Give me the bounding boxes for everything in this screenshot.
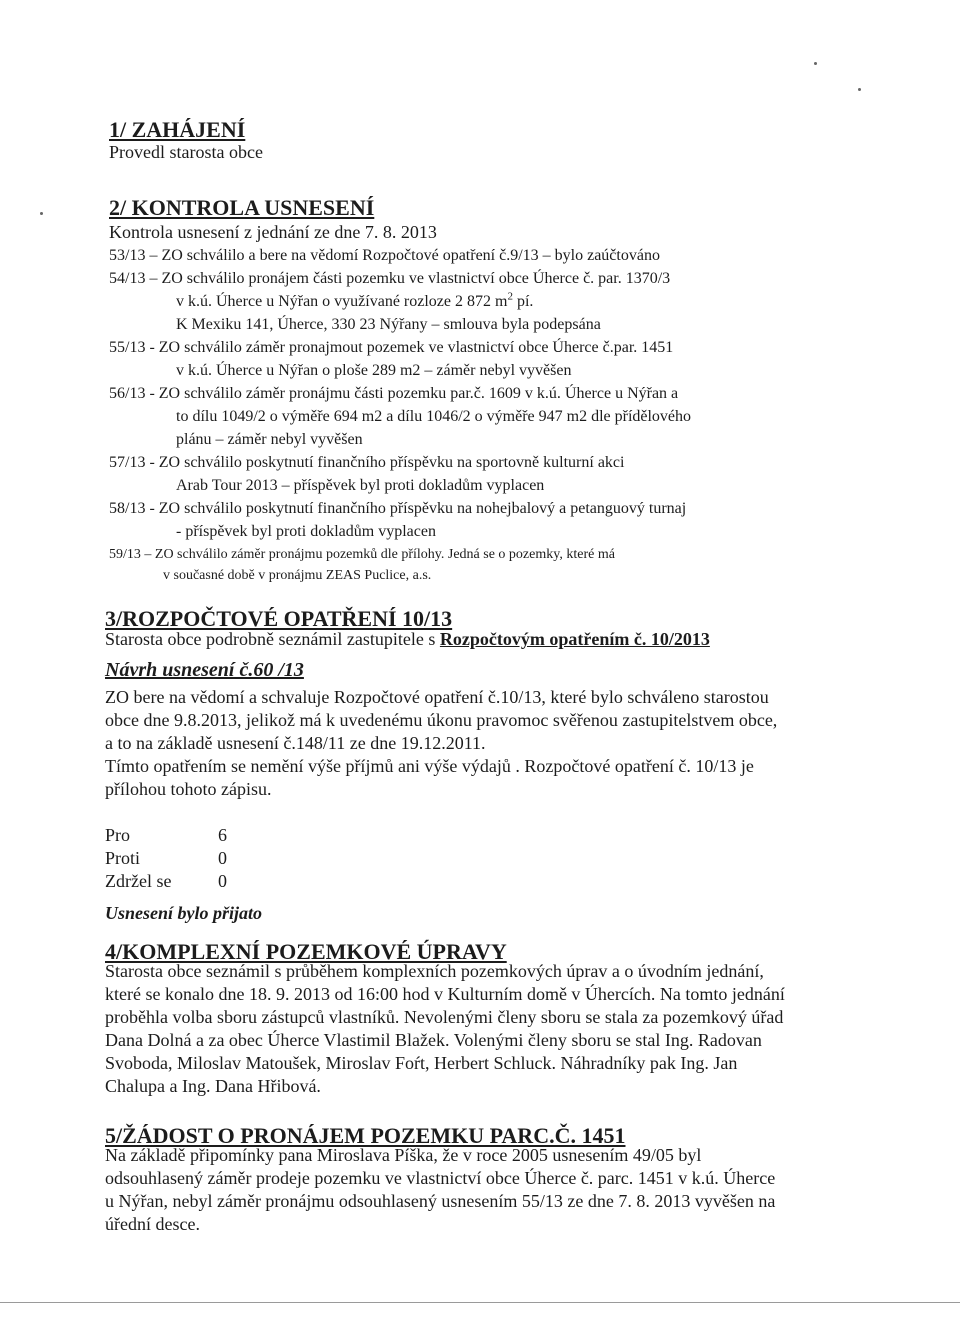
resolution-line: K Mexiku 141, Úherce, 330 23 Nýřany – smlouva byla podepsána: [176, 316, 601, 333]
resolution-line: Arab Tour 2013 – příspěvek byl proti dokladům vyplacen: [176, 477, 545, 494]
paragraph-line: přílohou tohoto zápisu.: [105, 779, 272, 799]
scan-speck: [814, 62, 817, 65]
paragraph-line: Dana Dolná a za obec Úherce Vlastimil Blažek. Volenými členy sboru se stal Ing. Radovan: [105, 1030, 762, 1050]
resolution-line: v současné době v pronájmu ZEAS Puclice, a.s.: [163, 568, 432, 583]
paragraph-line: Na základě připomínky pana Miroslava Píška, že v roce 2005 usnesením 49/05 byl: [105, 1145, 702, 1165]
vote-label: Pro: [105, 825, 131, 845]
resolution-line: plánu – záměr nebyl vyvěšen: [176, 431, 363, 448]
resolution-line-text: v k.ú. Úherce u Nýřan o využívané rozloze 2 872 m: [176, 293, 508, 310]
paragraph-line: a to na základě usnesení č.148/11 ze dne 19.12.2011.: [105, 733, 486, 753]
section-2-heading: 2/ KONTROLA USNESENÍ: [109, 195, 375, 220]
resolution-result: Usnesení bylo přijato: [105, 903, 263, 923]
resolution-line: 54/13 – ZO schválilo pronájem části pozemku ve vlastnictví obce Úherce č. par. 1370/3: [109, 270, 671, 287]
vote-label: Zdržel se: [105, 871, 172, 891]
superscript: 2: [507, 290, 513, 303]
page-bottom-rule: [0, 1302, 960, 1303]
paragraph-line: odsouhlasený záměr prodeje pozemku ve vlastnictví obce Úherce č. parc. 1451 v k.ú. Úherce: [105, 1168, 776, 1188]
section-3-intro-text: Starosta obce podrobně seznámil zastupitele s: [105, 629, 440, 649]
vote-value: 0: [218, 848, 227, 868]
resolution-line: 56/13 - ZO schválilo záměr pronájmu části pozemku par.č. 1609 v k.ú. Úherce u Nýřan a: [109, 385, 679, 402]
vote-label: Proti: [105, 848, 141, 868]
section-3-intro-bold: Rozpočtovým opatřením č. 10/2013: [439, 629, 710, 649]
resolution-line: 53/13 – ZO schválilo a bere na vědomí Rozpočtové opatření č.9/13 – bylo zaúčtováno: [109, 247, 660, 264]
paragraph-line: Starosta obce seznámil s průběhem komplexních pozemkových úprav a o úvodním jednání,: [105, 961, 764, 981]
paragraph-line: Chalupa a Ing. Dana Hřibová.: [105, 1076, 321, 1096]
resolution-line: to dílu 1049/2 o výměře 694 m2 a dílu 1046/2 o výměře 947 m2 dle přídělového: [176, 408, 692, 425]
section-3-heading: 3/ROZPOČTOVÉ OPATŘENÍ 10/13: [105, 606, 453, 631]
section-5-heading: 5/ŽÁDOST O PRONÁJEM POZEMKU PARC.Č. 1451: [105, 1123, 626, 1148]
resolution-line: [176, 291, 533, 312]
resolution-line: v k.ú. Úherce u Nýřan o ploše 289 m2 – záměr nebyl vyvěšen: [176, 362, 572, 379]
paragraph-line: u Nýřan, nebyl záměr pronájmu odsouhlasený usnesením 55/13 ze dne 7. 8. 2013 vyvěšen na: [105, 1191, 776, 1211]
resolution-line: - příspěvek byl proti dokladům vyplacen: [176, 523, 436, 540]
section-2-intro: Kontrola usnesení z jednání ze dne 7. 8. 2013: [109, 222, 437, 242]
resolution-line-suffix: pí.: [512, 293, 534, 310]
paragraph-line: Svoboda, Miloslav Matoušek, Miroslav Foŕt, Herbert Schluck. Náhradníky pak Ing. Jan: [105, 1053, 738, 1073]
resolution-line: 55/13 - ZO schválilo záměr pronajmout pozemek ve vlastnictví obce Úherce č.par. 1451: [109, 339, 674, 356]
resolution-line: 57/13 - ZO schválilo poskytnutí finančního příspěvku na sportovně kulturní akci: [109, 454, 625, 471]
section-1-text: Provedl starosta obce: [109, 142, 263, 162]
scan-speck: [858, 88, 861, 91]
section-3-intro: [105, 629, 710, 650]
vote-value: 6: [218, 825, 227, 845]
paragraph-line: úřední desce.: [105, 1214, 200, 1234]
section-1-heading: 1/ ZAHÁJENÍ: [109, 117, 246, 142]
resolution-line: 59/13 – ZO schválilo záměr pronájmu pozemků dle přílohy. Jedná se o pozemky, které má: [109, 547, 615, 562]
vote-value: 0: [218, 871, 227, 891]
scan-speck: [40, 212, 43, 215]
paragraph-line: které se konalo dne 18. 9. 2013 od 16:00 hod v Kulturním domě v Úhercích. Na tomto jednání: [105, 984, 785, 1004]
paragraph-line: ZO bere na vědomí a schvaluje Rozpočtové opatření č.10/13, které bylo schváleno starostou: [105, 687, 769, 707]
paragraph-line: obce dne 9.8.2013, jelikož má k uvedenému úkonu pravomoc svěřenou zastupitelstvem obce,: [105, 710, 778, 730]
resolution-line: 58/13 - ZO schválilo poskytnutí finančního příspěvku na nohejbalový a petanguový turnaj: [109, 500, 687, 517]
paragraph-line: proběhla volba sboru zástupců vlastníků. Nevolenými členy sboru se stala za pozemkový úřad: [105, 1007, 784, 1027]
section-4-heading: 4/KOMPLEXNÍ POZEMKOVÉ ÚPRAVY: [105, 939, 507, 964]
proposal-title: Návrh usnesení č.60 /13: [105, 659, 304, 681]
paragraph-line: Tímto opatřením se nemění výše příjmů ani výše výdajů . Rozpočtové opatření č. 10/13 je: [105, 756, 754, 776]
